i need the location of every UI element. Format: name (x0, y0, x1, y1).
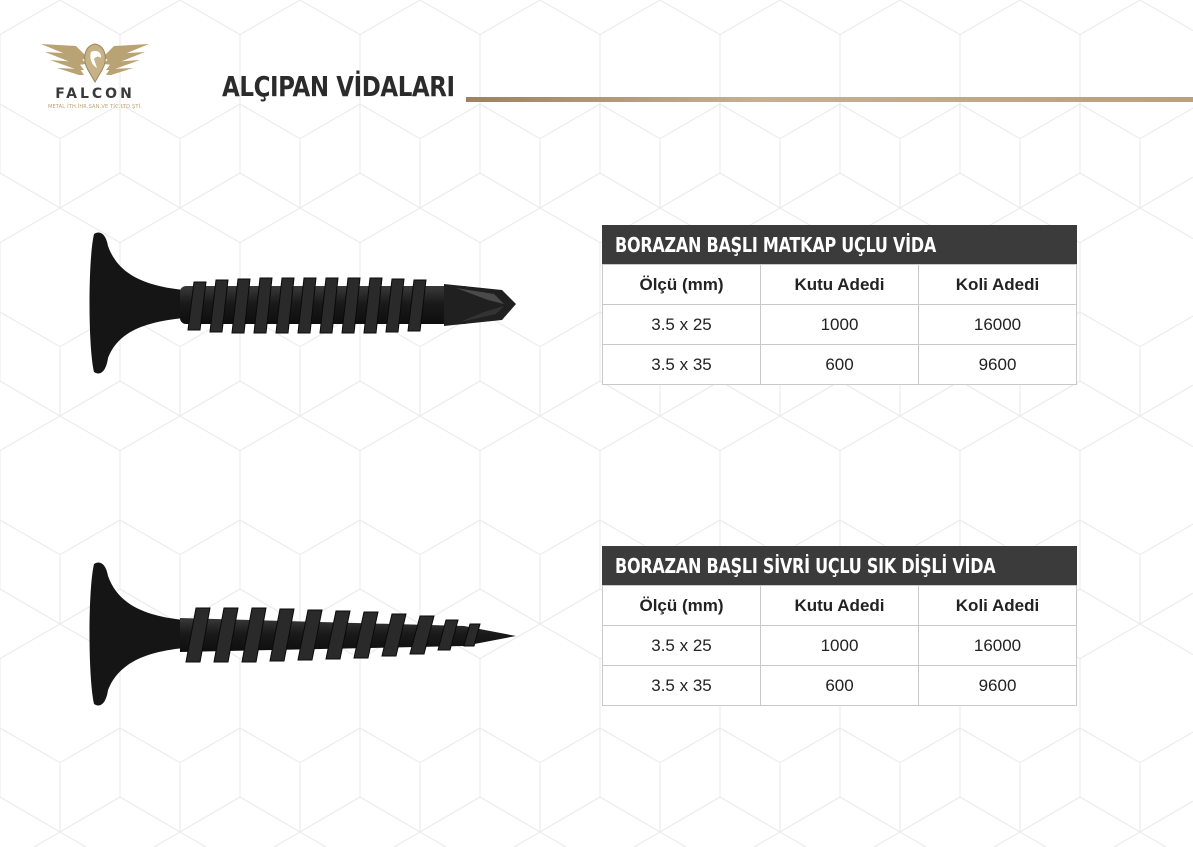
product-title: BORAZAN BAŞLI SİVRİ UÇLU SIK DİŞLİ VİDA (615, 553, 996, 578)
column-header-carton-qty: Koli Adedi (919, 265, 1077, 305)
falcon-logo (36, 38, 154, 118)
cell-carton-qty: 16000 (919, 626, 1077, 666)
column-header-carton-qty: Koli Adedi (919, 586, 1077, 626)
table-header-row (603, 265, 1077, 305)
cell-size: 3.5 x 25 (603, 305, 761, 345)
table-row (603, 345, 1077, 385)
cell-box-qty: 1000 (761, 305, 919, 345)
column-header-box-qty: Kutu Adedi (761, 586, 919, 626)
cell-carton-qty: 9600 (919, 666, 1077, 706)
cell-size: 3.5 x 35 (603, 345, 761, 385)
logo-subtitle: METAL İTH.İHR.SAN.VE TİC.LTD.ŞTİ. (47, 104, 143, 110)
sharp-point-screw-image (84, 560, 524, 710)
product-title-bar (602, 225, 1077, 264)
cell-box-qty: 1000 (761, 626, 919, 666)
table-row (603, 666, 1077, 706)
cell-box-qty: 600 (761, 345, 919, 385)
page-title: ALÇIPAN VİDALARI (222, 70, 455, 103)
cell-size: 3.5 x 35 (603, 666, 761, 706)
product-table-drill-point (602, 225, 1077, 385)
product-table-sharp-point (602, 546, 1077, 706)
cell-box-qty: 600 (761, 666, 919, 706)
spec-table (602, 264, 1077, 385)
cell-size: 3.5 x 25 (603, 626, 761, 666)
column-header-size: Ölçü (mm) (603, 586, 761, 626)
table-row (603, 305, 1077, 345)
spec-table (602, 585, 1077, 706)
product-title: BORAZAN BAŞLI MATKAP UÇLU VİDA (615, 232, 937, 257)
falcon-emblem-icon (36, 38, 154, 86)
column-header-box-qty: Kutu Adedi (761, 265, 919, 305)
drill-point-screw-image (84, 226, 524, 378)
column-header-size: Ölçü (mm) (603, 265, 761, 305)
table-header-row (603, 586, 1077, 626)
table-row (603, 626, 1077, 666)
title-divider (466, 97, 1193, 102)
cell-carton-qty: 9600 (919, 345, 1077, 385)
cell-carton-qty: 16000 (919, 305, 1077, 345)
product-title-bar (602, 546, 1077, 585)
logo-name: FALCON (55, 86, 135, 102)
